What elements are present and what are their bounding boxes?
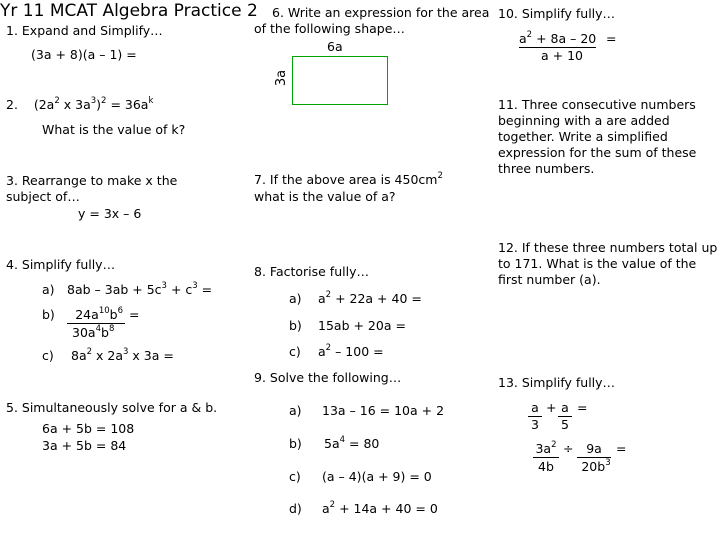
q9c-expression: (a – 4)(a + 9) = 0 xyxy=(322,469,432,484)
q9b-t1: 5a xyxy=(324,436,340,451)
q4a-t2: + c xyxy=(166,282,193,297)
q10-equals: = xyxy=(606,31,617,46)
q9c-label: c) xyxy=(289,469,301,484)
q8c-expression xyxy=(318,344,384,360)
q3-line2: subject of… xyxy=(6,189,80,204)
q8a-s1: 2 xyxy=(325,289,332,300)
q10-denominator: a + 10 xyxy=(541,48,583,63)
q2-a: (2a xyxy=(33,97,55,112)
page-title: Yr 11 MCAT Algebra Practice 2 xyxy=(0,1,258,21)
q4b-label: b) xyxy=(42,307,55,322)
q8c-t1: a xyxy=(318,344,326,359)
q4b-numerator xyxy=(67,307,125,324)
q4b-ns2: 6 xyxy=(117,305,123,316)
q9a-expression: 13a – 16 = 10a + 2 xyxy=(322,403,445,418)
q8b-label: b) xyxy=(289,318,302,333)
q13-f2-n1 xyxy=(533,441,559,458)
q6-height-label: 3a xyxy=(274,69,289,87)
q4b-d2: b xyxy=(101,325,109,340)
q10-n1: a xyxy=(519,31,527,46)
q13-f2-op: ÷ xyxy=(563,441,574,456)
q13-f1-n1: a xyxy=(528,400,542,417)
q2-expression xyxy=(6,97,153,113)
q9d-label: d) xyxy=(289,501,302,516)
q4-label: 4. Simplify fully… xyxy=(6,257,116,272)
q4c-t3: x 3a = xyxy=(128,348,174,363)
q10-label: 10. Simplify fully… xyxy=(498,6,616,21)
q13-f2-n2: 9a xyxy=(577,441,611,458)
q13-f2-d2 xyxy=(577,459,615,475)
q5-eq2: 3a + 5b = 84 xyxy=(42,438,127,453)
q13-f1-d2: 5 xyxy=(561,417,569,432)
q4c-t1: 8a xyxy=(71,348,87,363)
rectangle-shape xyxy=(292,56,388,105)
q9d-t1: a xyxy=(322,501,330,516)
q4a-t1: 8ab – 3ab + 5c xyxy=(67,282,162,297)
q13-f1-d1: 3 xyxy=(531,417,539,432)
q13-f1-n2: a xyxy=(558,400,572,417)
q8c-label: c) xyxy=(289,344,301,359)
q4b-d1: 30a xyxy=(72,325,96,340)
q13-f2-n1s: 2 xyxy=(551,439,557,450)
q3-line1: 3. Rearrange to make x the xyxy=(6,173,178,188)
q9a-label: a) xyxy=(289,403,302,418)
q4b-ds1: 4 xyxy=(95,323,101,334)
q4b-n2: b xyxy=(109,307,118,322)
q3-expression: y = 3x – 6 xyxy=(78,206,142,221)
q4c-expression xyxy=(71,348,174,364)
q7-line1 xyxy=(254,172,443,188)
q2-g: = 36a xyxy=(106,97,149,112)
q2-f: 2 xyxy=(101,95,107,106)
q1-label: 1. Expand and Simplify… xyxy=(6,23,163,38)
q2-question: What is the value of k? xyxy=(42,122,186,137)
q2-d: 3 xyxy=(90,95,97,106)
q4c-s2: 3 xyxy=(123,346,129,357)
q8a-t1: a xyxy=(318,291,326,306)
q4b-ds2: 8 xyxy=(108,323,115,334)
q8c-t2: – 100 = xyxy=(331,344,384,359)
q7-line2: what is the value of a? xyxy=(254,189,396,204)
q9b-expression xyxy=(324,436,379,452)
q8-label: 8. Factorise fully… xyxy=(254,264,369,279)
q10-numerator xyxy=(519,31,596,48)
q6-text: 6. Write an expression for the area of the following shape… xyxy=(254,5,490,36)
q9d-s1: 2 xyxy=(329,499,336,510)
q13-label: 13. Simplify fully… xyxy=(498,375,616,390)
q13-f2-d2a: 20b xyxy=(581,459,606,474)
q13-f1-op: + xyxy=(546,400,557,415)
q8a-expression xyxy=(318,291,422,307)
q4a-s1: 3 xyxy=(161,280,167,291)
q13-f2-d2s: 3 xyxy=(605,457,611,468)
q8a-t2: + 22a + 40 = xyxy=(331,291,422,306)
q8b-expression: 15ab + 20a = xyxy=(318,318,406,333)
q9b-s1: 4 xyxy=(339,434,346,445)
q9b-label: b) xyxy=(289,436,302,451)
q13-f2-n1a: 3a xyxy=(535,441,552,456)
q12-text: 12. If these three numbers total up to 171. What is the value of the first number (a). xyxy=(498,240,718,287)
q4b-equals: = xyxy=(129,307,140,322)
q8a-label: a) xyxy=(289,291,302,306)
q13-f1-eq: = xyxy=(577,400,588,415)
q4a-expression xyxy=(67,282,212,298)
q2-num: 2. xyxy=(6,97,18,112)
q1-expression: (3a + 8)(a – 1) = xyxy=(31,47,137,62)
q10-ns1: 2 xyxy=(526,29,533,40)
q7-t1: 7. If the above area is 450cm xyxy=(254,172,438,187)
q4b-n1: 24a xyxy=(75,307,99,322)
q4a-s2: 3 xyxy=(192,280,198,291)
q2-c: x 3a xyxy=(59,97,91,112)
q4c-label: c) xyxy=(42,348,54,363)
q9b-t2: = 80 xyxy=(345,436,380,451)
q4b-ns1: 10 xyxy=(98,305,110,316)
q4a-label: a) xyxy=(42,282,55,297)
q11-text: 11. Three consecutive numbers beginning with a are added together. Write a simplified expression for the sum of these three numbers. xyxy=(498,97,697,176)
q10-n2: + 8a – 20 xyxy=(532,31,597,46)
q4b-denominator xyxy=(72,325,114,341)
q13-f2-eq: = xyxy=(616,441,627,456)
q9d-expression xyxy=(322,501,438,517)
q2-h: k xyxy=(148,95,154,106)
q13-f2-d1: 4b xyxy=(538,459,554,474)
q4a-t3: = xyxy=(197,282,213,297)
q2-b: 2 xyxy=(54,95,60,106)
q5-label: 5. Simultaneously solve for a & b. xyxy=(6,400,218,415)
q5-eq1: 6a + 5b = 108 xyxy=(42,421,135,436)
q8c-s1: 2 xyxy=(325,342,332,353)
q7-sup: 2 xyxy=(437,170,443,181)
q2-e: ) xyxy=(96,97,102,112)
q9-label: 9. Solve the following… xyxy=(254,370,402,385)
q4c-t2: x 2a xyxy=(92,348,124,363)
q9d-t2: + 14a + 40 = 0 xyxy=(335,501,438,516)
q6-width-label: 6a xyxy=(327,39,343,54)
q4c-s1: 2 xyxy=(86,346,93,357)
